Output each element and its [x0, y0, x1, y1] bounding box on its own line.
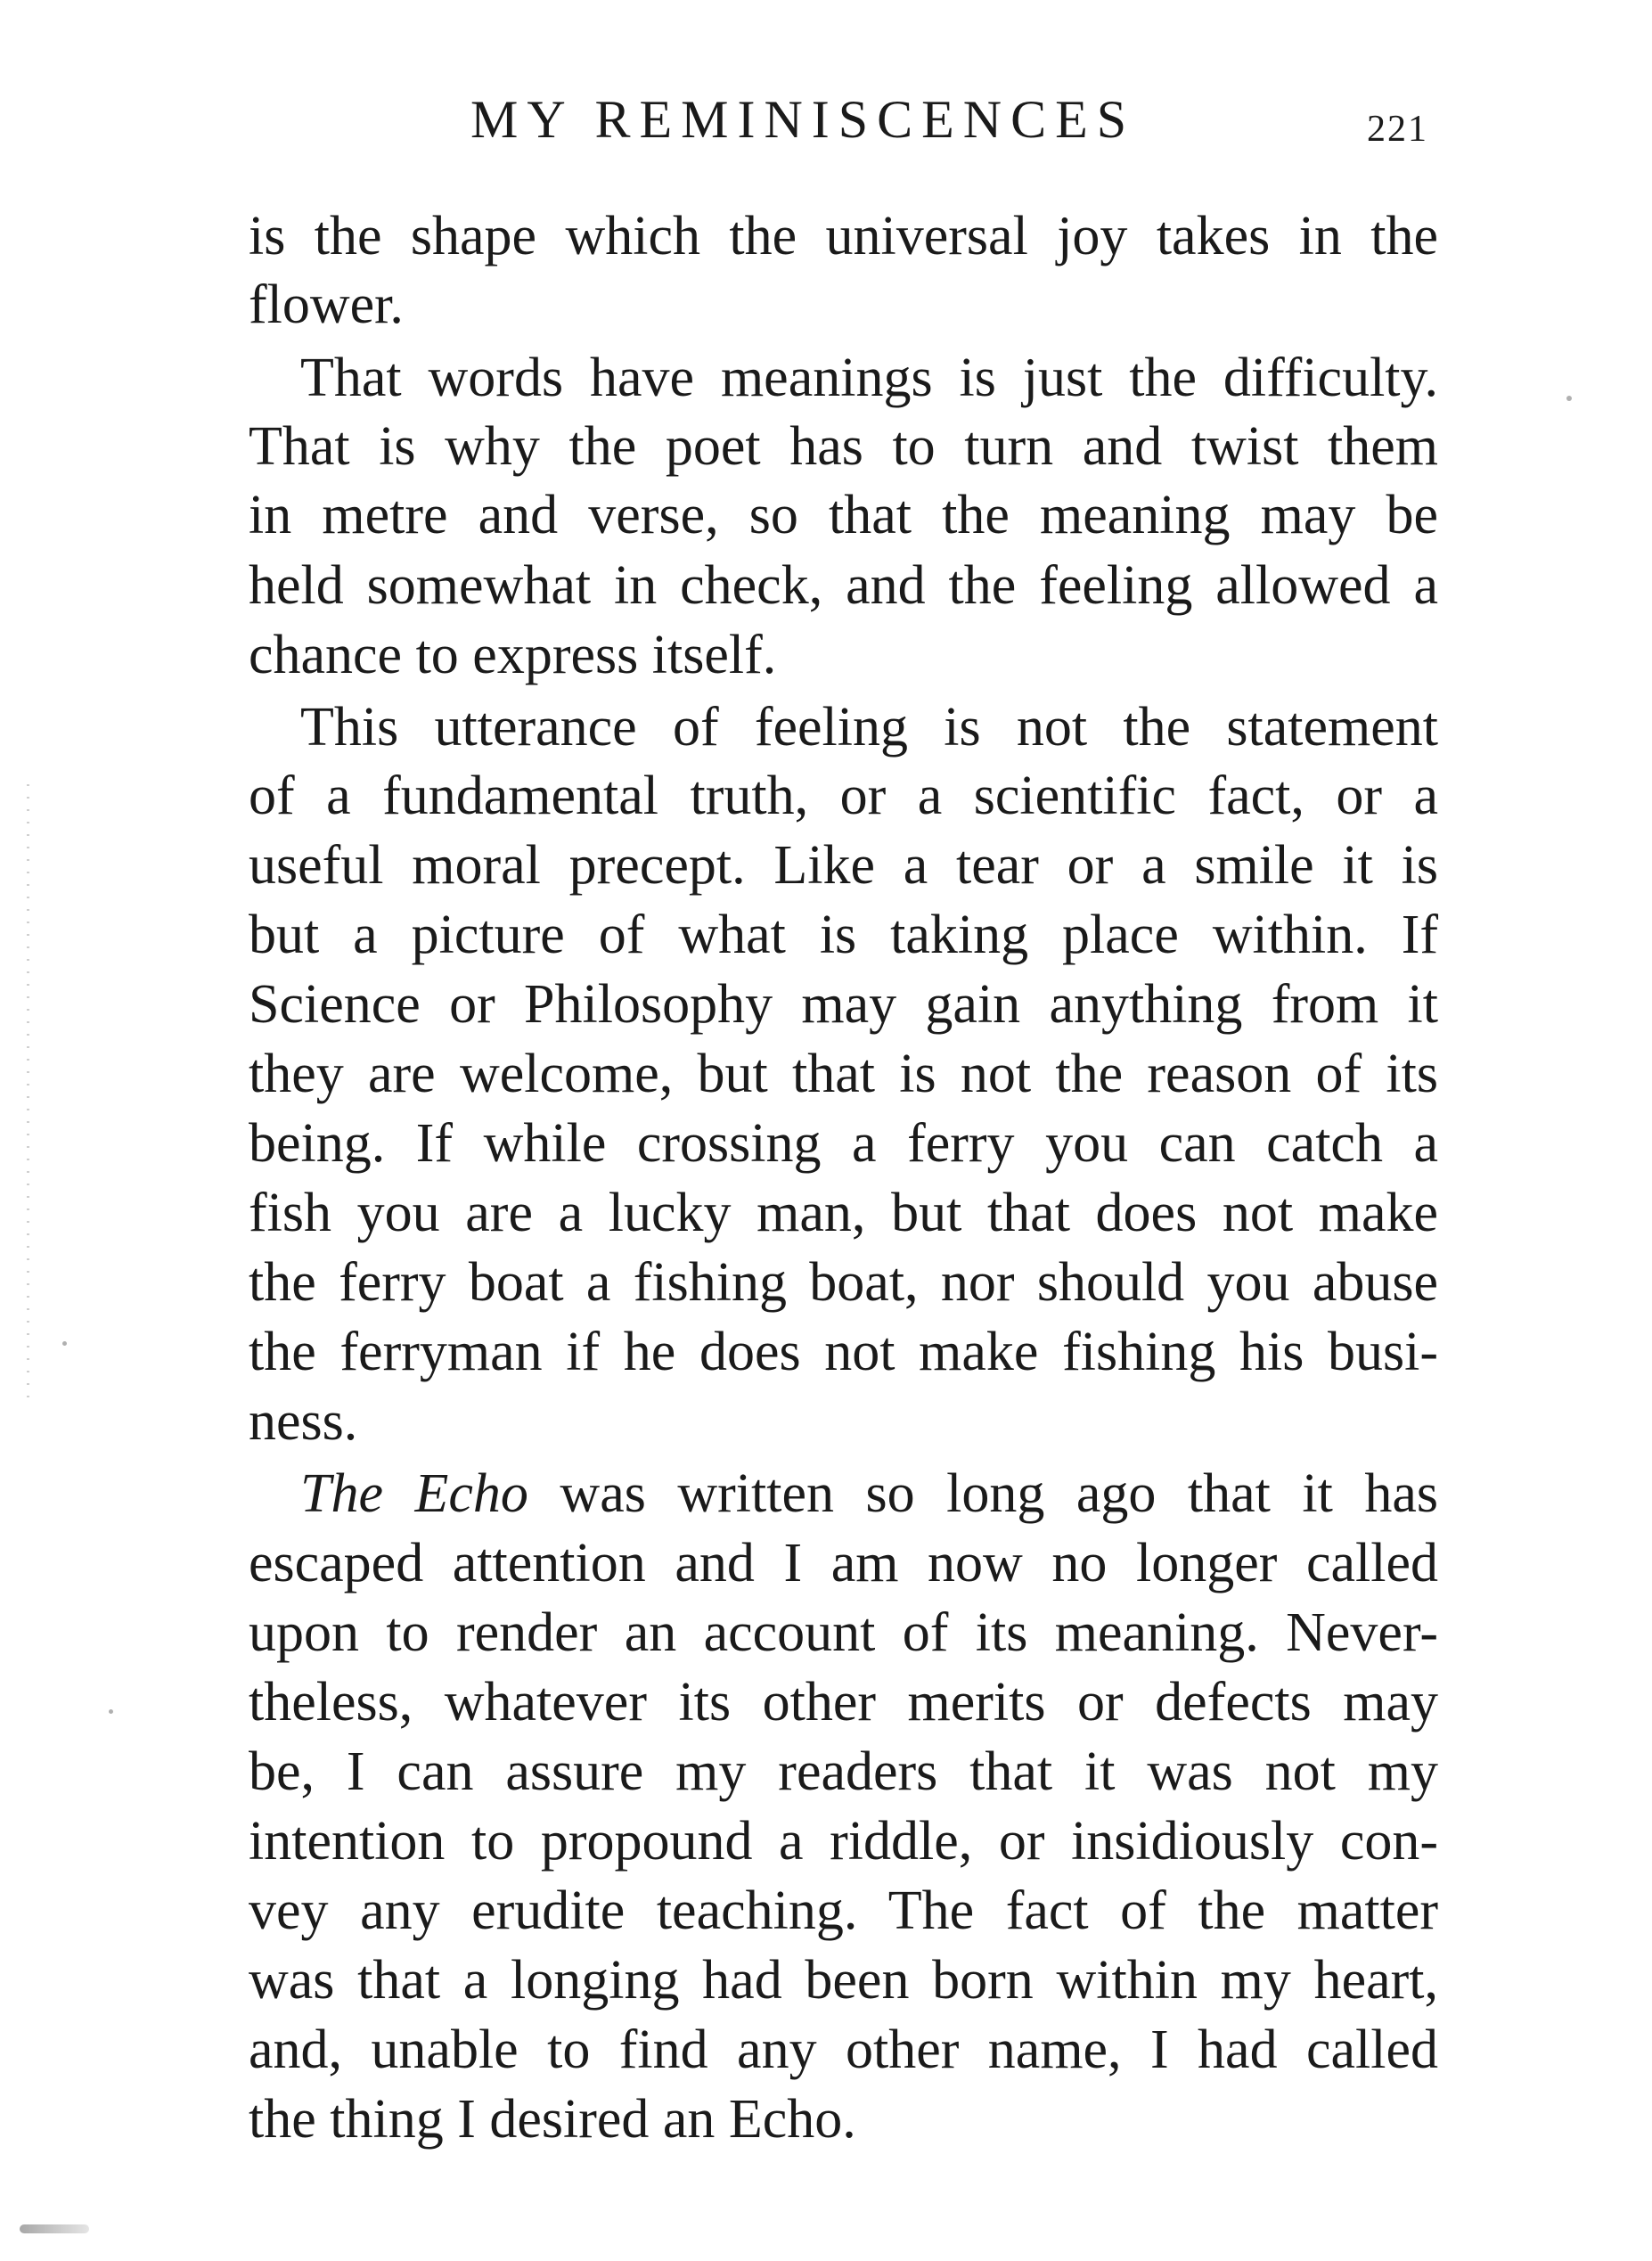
text-line: the ferryman if he does not make fishing his busi- — [249, 1322, 1438, 1382]
text-line: they are welcome, but that is not the reason of its — [249, 1044, 1438, 1104]
text-line: ness. — [249, 1391, 358, 1452]
text-line: is the shape which the universal joy takes in the — [249, 206, 1438, 266]
text-line: and, unable to find any other name, I had called — [249, 2019, 1438, 2080]
text-line: be, I can assure my readers that it was not my — [249, 1741, 1438, 1802]
text-line: That is why the poet has to turn and twist them — [249, 416, 1438, 477]
text-line: but a picture of what is taking place within. If — [249, 905, 1438, 965]
text-line: upon to render an account of its meaning. Never- — [249, 1602, 1438, 1663]
text-line: This utterance of feeling is not the statement — [300, 697, 1438, 758]
text-span: was written so long ago that it has — [527, 1463, 1438, 1524]
running-title: MY REMINISCENCES — [470, 90, 1136, 149]
scan-margin-artifact — [27, 784, 29, 1408]
text-line — [300, 1463, 1438, 1524]
text-line: That words have meanings is just the difficulty. — [300, 348, 1438, 408]
title-the-echo: The Echo — [300, 1463, 528, 1524]
text-line: escaped attention and I am now no longer called — [249, 1533, 1438, 1593]
text-line: vey any erudite teaching. The fact of the matter — [249, 1880, 1438, 1941]
text-line: held somewhat in check, and the feeling allowed a — [249, 555, 1438, 616]
text-line: the thing I desired an Echo. — [249, 2089, 856, 2150]
text-line: the ferry boat a fishing boat, nor should you abuse — [249, 1252, 1438, 1313]
text-line: being. If while crossing a ferry you can catch a — [249, 1113, 1438, 1174]
text-line: fish you are a lucky man, but that does not make — [249, 1183, 1438, 1243]
text-line: Science or Philosophy may gain anything from it — [249, 974, 1438, 1035]
text-line: chance to express itself. — [249, 625, 777, 685]
text-line: useful moral precept. Like a tear or a smile it is — [249, 835, 1438, 896]
text-line: in metre and verse, so that the meaning may be — [249, 485, 1438, 545]
scan-corner-artifact — [20, 2224, 89, 2233]
text-line: flower. — [249, 274, 404, 335]
text-line: intention to propound a riddle, or insidiously con- — [249, 1811, 1438, 1872]
paper-speck — [1566, 396, 1572, 401]
page-number: 221 — [1367, 109, 1428, 150]
paper-speck — [62, 1341, 67, 1346]
text-line: of a fundamental truth, or a scientific fact, or a — [249, 766, 1438, 826]
paper-speck — [109, 1709, 113, 1714]
text-line: was that a longing had been born within my heart, — [249, 1950, 1438, 2011]
text-line: theless, whatever its other merits or defects may — [249, 1672, 1438, 1733]
